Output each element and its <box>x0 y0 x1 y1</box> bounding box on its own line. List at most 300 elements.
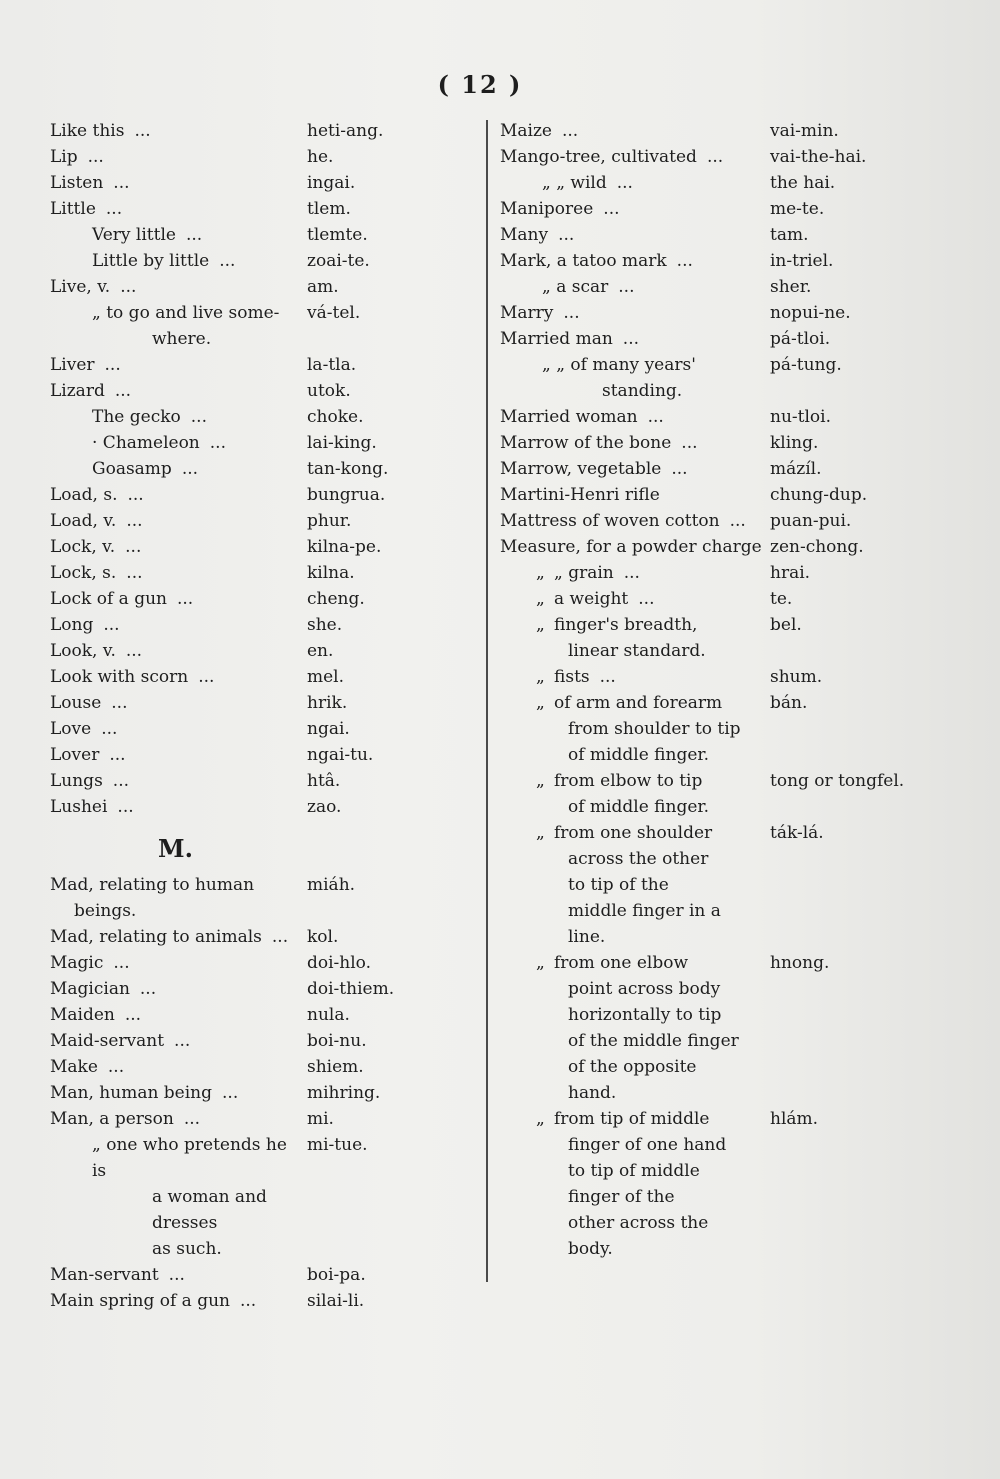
measure-description <box>554 820 768 950</box>
dictionary-entry <box>50 196 470 222</box>
entry-term <box>500 404 768 430</box>
entry-term <box>500 534 768 560</box>
entry-term <box>50 1106 305 1132</box>
entry-translation: htâ. <box>307 771 341 791</box>
measure-line: hand. <box>568 1083 617 1103</box>
entry-translation: mihring. <box>307 1083 381 1103</box>
entry-term <box>50 508 305 534</box>
dictionary-entry <box>50 534 470 560</box>
entry-translation: mi-tue. <box>307 1135 368 1155</box>
entry-leader-dots: ... <box>111 693 128 713</box>
measure-line: of the middle finger <box>568 1031 739 1051</box>
entry-translation: nula. <box>307 1005 350 1025</box>
entry-leader-dots: ... <box>113 173 130 193</box>
dictionary-entry <box>50 1002 470 1028</box>
dictionary-entry <box>500 248 920 274</box>
entry-term-text: Married man <box>500 329 613 349</box>
entry-term-text: Mad, relating to human <box>50 875 255 895</box>
dictionary-entry <box>500 118 920 144</box>
entry-leader-dots: ... <box>638 589 655 609</box>
entry-translation: kol. <box>307 927 339 947</box>
dictionary-entry <box>50 690 470 716</box>
entry-leader-dots: ... <box>240 1291 257 1311</box>
entry-leader-dots: ... <box>271 927 289 947</box>
dictionary-entry <box>500 352 920 404</box>
entry-leader-dots: ... <box>103 615 120 635</box>
section-letter-m: M. <box>158 834 193 863</box>
measure-entry <box>500 1106 920 1262</box>
entry-term-text: „ a scar <box>542 277 609 297</box>
measure-line: from tip of middle <box>554 1109 710 1129</box>
entry-translation: she. <box>307 615 343 635</box>
entry-translation: zen-chong. <box>770 537 864 557</box>
dictionary-entry <box>500 534 920 560</box>
entry-translation: lai-king. <box>307 433 377 453</box>
entry-translation: zao. <box>307 797 342 817</box>
dictionary-entry <box>50 170 470 196</box>
measure-line: horizontally to tip <box>568 1005 722 1025</box>
entry-term-text: „ „ of many years' <box>542 355 696 375</box>
entry-translation: boi-nu. <box>307 1031 367 1051</box>
entry-term <box>500 508 768 534</box>
dictionary-entry <box>50 430 470 456</box>
dictionary-entry <box>500 482 920 508</box>
dictionary-entry <box>50 768 470 794</box>
measure-term-wrap <box>500 612 768 664</box>
measure-line: line. <box>568 927 606 947</box>
entry-term <box>50 378 305 404</box>
entry-term <box>50 482 305 508</box>
dictionary-entry <box>500 196 920 222</box>
entry-term-text: Lungs <box>50 771 103 791</box>
measure-line: to tip of the <box>568 875 669 895</box>
dictionary-entry <box>50 638 470 664</box>
dictionary-entry <box>50 144 470 170</box>
measure-line: finger of one hand <box>568 1135 727 1155</box>
entry-term-text: Look with scorn <box>50 667 189 687</box>
entry-leader-dots: ... <box>558 225 575 245</box>
entry-term <box>50 1262 305 1288</box>
measure-description <box>554 950 768 1106</box>
entry-term <box>50 118 305 144</box>
entry-term <box>50 534 305 560</box>
entry-term-text: „ to go and live some- <box>92 303 280 323</box>
entry-leader-dots: ... <box>181 459 199 479</box>
entry-term-text: Mattress of woven cotton <box>500 511 720 531</box>
entry-leader-dots: ... <box>127 485 144 505</box>
entry-term <box>50 1132 305 1262</box>
entry-term-text: Measure, for a powder charge <box>500 537 762 557</box>
entry-translation: en. <box>307 641 334 661</box>
entry-leader-dots: ... <box>190 407 207 427</box>
dictionary-entry <box>50 1080 470 1106</box>
measure-description <box>554 1106 768 1262</box>
measure-entry <box>500 820 920 950</box>
entry-leader-dots: ... <box>209 433 226 453</box>
dictionary-entry <box>50 586 470 612</box>
entry-term-text: Live, v. <box>50 277 111 297</box>
dictionary-entry <box>50 742 470 768</box>
measure-term-wrap <box>500 950 768 1106</box>
entry-term-continuation: beings. <box>74 901 137 921</box>
entry-translation: ngai-tu. <box>307 745 374 765</box>
entry-translation: puan-pui. <box>770 511 852 531</box>
measure-description <box>554 664 768 690</box>
entry-translation: tan-kong. <box>307 459 389 479</box>
entry-translation: hrik. <box>307 693 348 713</box>
entry-term-text: Main spring of a gun <box>50 1291 230 1311</box>
entry-term-text: Long <box>50 615 94 635</box>
entry-leader-dots: ... <box>124 1005 142 1025</box>
entry-leader-dots: ... <box>177 589 194 609</box>
measure-entry <box>500 690 920 768</box>
entry-term-continuation: standing. <box>602 381 683 401</box>
entry-term <box>50 742 305 768</box>
entry-term-text: Load, s. <box>50 485 118 505</box>
entry-term <box>50 456 305 482</box>
entry-term <box>50 300 305 352</box>
entry-leader-dots: ... <box>174 1031 191 1051</box>
dictionary-entry <box>50 1028 470 1054</box>
measure-line: „ grain ... <box>554 563 640 583</box>
entry-translation: ták-lá. <box>770 823 824 843</box>
entry-translation: bán. <box>770 693 808 713</box>
dictionary-entry <box>50 794 470 820</box>
entry-translation: pá-tung. <box>770 355 842 375</box>
entry-term-text: Goasamp <box>92 459 172 479</box>
measure-entry <box>500 586 920 612</box>
entry-term-text: The gecko <box>92 407 181 427</box>
measure-term-wrap <box>500 820 768 950</box>
entry-translation: hrai. <box>770 563 811 583</box>
measure-term <box>500 768 768 820</box>
entry-leader-dots: ... <box>126 511 143 531</box>
measure-line: of middle finger. <box>568 745 710 765</box>
measure-term-wrap <box>500 1106 768 1262</box>
entry-term <box>500 144 768 170</box>
entry-term-text: Marrow of the bone <box>500 433 672 453</box>
left-entries-m <box>50 872 470 1314</box>
entry-term-continuation: where. <box>152 329 212 349</box>
entry-term-text: Marrow, vegetable <box>500 459 662 479</box>
entry-translation: pá-tloi. <box>770 329 831 349</box>
entry-term <box>50 586 305 612</box>
dictionary-entry <box>50 1106 470 1132</box>
entry-term <box>50 638 305 664</box>
entry-term <box>500 326 768 352</box>
entry-term-text: Lock, v. <box>50 537 116 557</box>
entry-term-text: Mark, a tatoo mark <box>500 251 667 271</box>
measure-term-wrap <box>500 768 768 820</box>
entry-translation: the hai. <box>770 173 836 193</box>
entry-term-text: Lock, s. <box>50 563 117 583</box>
measure-entry <box>500 950 920 1106</box>
measure-description <box>554 768 768 820</box>
entry-term <box>50 1080 305 1106</box>
entry-term-continuation: a woman and dresses <box>152 1187 267 1233</box>
entry-translation: tong or tongfel. <box>770 771 905 791</box>
dictionary-entry <box>50 274 470 300</box>
dictionary-entry <box>500 170 920 196</box>
dictionary-entry <box>50 976 470 1002</box>
entry-term <box>50 352 305 378</box>
measure-entry <box>500 664 920 690</box>
entry-term-text: Listen <box>50 173 104 193</box>
entry-translation: heti-ang. <box>307 121 384 141</box>
entry-translation: mi. <box>307 1109 334 1129</box>
measure-line: linear standard. <box>568 641 706 661</box>
entry-term-text: Mango-tree, cultivated <box>500 147 697 167</box>
entry-translation: nu-tloi. <box>770 407 831 427</box>
left-entries-l <box>50 118 470 820</box>
page-number: ( 12 ) <box>437 70 523 99</box>
dictionary-entry <box>500 404 920 430</box>
entry-term <box>50 716 305 742</box>
dictionary-entry <box>500 300 920 326</box>
entry-term-text: Lock of a gun <box>50 589 167 609</box>
entry-term <box>500 170 768 196</box>
entry-term-text: Love <box>50 719 92 739</box>
entry-translation: shum. <box>770 667 823 687</box>
entry-leader-dots: ... <box>113 953 130 973</box>
entry-leader-dots: ... <box>125 537 142 557</box>
measure-line: from shoulder to tip <box>568 719 741 739</box>
entry-translation: utok. <box>307 381 351 401</box>
entry-term-text: Maiden <box>50 1005 115 1025</box>
dictionary-entry <box>50 1054 470 1080</box>
entry-term-text: Maize <box>500 121 552 141</box>
entry-translation: in-triel. <box>770 251 834 271</box>
entry-term-text: Load, v. <box>50 511 117 531</box>
entry-leader-dots: ... <box>706 147 724 167</box>
entry-term <box>50 144 305 170</box>
entry-translation: zoai-te. <box>307 251 370 271</box>
entry-term <box>50 170 305 196</box>
entry-term-text: Little <box>50 199 96 219</box>
entry-term-text: Many <box>500 225 549 245</box>
entry-translation: te. <box>770 589 793 609</box>
entry-translation: kling. <box>770 433 819 453</box>
dictionary-entry <box>500 222 920 248</box>
entry-leader-dots: ... <box>681 433 698 453</box>
measure-line: other across the <box>568 1213 709 1233</box>
entry-leader-dots: ... <box>616 173 633 193</box>
entry-leader-dots: ... <box>117 797 134 817</box>
entry-term-text: Married woman <box>500 407 638 427</box>
dictionary-entry <box>500 144 920 170</box>
entry-translation: bungrua. <box>307 485 386 505</box>
measure-line: from elbow to tip <box>554 771 703 791</box>
ditto-mark: „ <box>536 693 545 713</box>
dictionary-entry <box>50 716 470 742</box>
entry-leader-dots: ... <box>219 251 236 271</box>
entry-leader-dots: ... <box>729 511 746 531</box>
entry-leader-dots: ... <box>671 459 688 479</box>
entry-translation: choke. <box>307 407 364 427</box>
entry-leader-dots: ... <box>87 147 104 167</box>
measure-entry <box>500 612 920 664</box>
dictionary-entry <box>500 430 920 456</box>
entry-leader-dots: ... <box>563 303 580 323</box>
entry-term-text: „ „ wild <box>542 173 607 193</box>
entry-term <box>50 560 305 586</box>
entry-translation: vai-the-hai. <box>770 147 867 167</box>
entry-term <box>50 404 305 430</box>
measure-line: a weight ... <box>554 589 655 609</box>
dictionary-entry <box>50 664 470 690</box>
entry-leader-dots: ... <box>603 199 620 219</box>
entry-translation: vai-min. <box>770 121 839 141</box>
entry-leader-dots: ... <box>599 667 616 687</box>
entry-translation: tlemte. <box>307 225 368 245</box>
measure-term <box>500 560 768 586</box>
measure-term <box>500 1106 768 1262</box>
entry-term-text: Lizard <box>50 381 105 401</box>
dictionary-entry <box>50 248 470 274</box>
entry-term-text: · Chameleon <box>92 433 200 453</box>
entry-term <box>500 118 768 144</box>
entry-term <box>50 768 305 794</box>
entry-term <box>500 274 768 300</box>
ditto-mark: „ <box>536 771 545 791</box>
entry-term-text: Lip <box>50 147 78 167</box>
entry-leader-dots: ... <box>618 277 635 297</box>
measure-line: fists ... <box>554 667 616 687</box>
entry-leader-dots: ... <box>104 355 121 375</box>
entry-term-text: Mad, relating to animals <box>50 927 262 947</box>
ditto-mark: „ <box>536 589 545 609</box>
measure-description <box>554 586 768 612</box>
measure-term-wrap <box>500 690 768 768</box>
entry-leader-dots: ... <box>676 251 693 271</box>
entry-term-text: Look, v. <box>50 641 116 661</box>
entry-term-text: Martini-Henri rifle <box>500 485 660 505</box>
entry-leader-dots: ... <box>168 1265 185 1285</box>
measure-line: middle finger in a <box>568 901 721 921</box>
measure-line: to tip of middle <box>568 1161 700 1181</box>
entry-term <box>50 248 305 274</box>
entry-translation: bel. <box>770 615 802 635</box>
entry-translation: ngai. <box>307 719 350 739</box>
dictionary-entry <box>500 326 920 352</box>
entry-leader-dots: ... <box>622 329 640 349</box>
entry-term <box>500 222 768 248</box>
dictionary-entry <box>50 482 470 508</box>
entry-translation: sher. <box>770 277 812 297</box>
entry-term-text: Lushei <box>50 797 108 817</box>
entry-translation: hnong. <box>770 953 830 973</box>
entry-translation: phur. <box>307 511 352 531</box>
entry-leader-dots: ... <box>562 121 579 141</box>
measure-term-wrap <box>500 586 768 612</box>
ditto-mark: „ <box>536 563 545 583</box>
measure-term <box>500 950 768 1106</box>
entry-term <box>500 352 768 404</box>
entry-term-text: Man-servant <box>50 1265 159 1285</box>
dictionary-entry <box>50 950 470 976</box>
measure-term-wrap <box>500 664 768 690</box>
entry-term <box>500 482 768 508</box>
measure-term-wrap <box>500 560 768 586</box>
ditto-mark: „ <box>536 1109 545 1129</box>
entry-term <box>500 430 768 456</box>
entry-term-text: Make <box>50 1057 98 1077</box>
dictionary-entry <box>50 404 470 430</box>
entry-leader-dots: ... <box>109 745 126 765</box>
entry-leader-dots: ... <box>139 979 157 999</box>
entry-translation: hlám. <box>770 1109 819 1129</box>
entry-term <box>500 196 768 222</box>
entry-leader-dots: ... <box>112 771 130 791</box>
entry-term-text: Man, human being <box>50 1083 213 1103</box>
entry-term-text: Lover <box>50 745 100 765</box>
ditto-mark: „ <box>536 667 545 687</box>
entry-leader-dots: ... <box>647 407 664 427</box>
dictionary-entry <box>50 300 470 352</box>
dictionary-entry <box>50 924 470 950</box>
ditto-mark: „ <box>536 953 545 973</box>
entry-translation: me-te. <box>770 199 825 219</box>
dictionary-entry <box>500 508 920 534</box>
entry-term-text: Magic <box>50 953 104 973</box>
measure-description <box>554 690 768 768</box>
entry-term <box>50 1002 305 1028</box>
dictionary-entry <box>50 378 470 404</box>
measure-line: across the other <box>568 849 709 869</box>
entry-term <box>50 664 305 690</box>
entry-translation: kilna. <box>307 563 355 583</box>
entry-term-text: „ one who pretends he is <box>92 1135 287 1181</box>
measure-line: finger's breadth, <box>554 615 698 635</box>
measure-line: from one shoulder <box>554 823 713 843</box>
entry-term-text: Maniporee <box>500 199 594 219</box>
dictionary-entry <box>50 872 470 924</box>
entry-term <box>50 976 305 1002</box>
entry-term <box>500 248 768 274</box>
measure-line: finger of the <box>568 1187 675 1207</box>
entry-term-text: Man, a person <box>50 1109 174 1129</box>
measure-term <box>500 612 768 664</box>
entry-leader-dots: ... <box>198 667 215 687</box>
right-entries <box>500 118 920 560</box>
entry-translation: doi-hlo. <box>307 953 372 973</box>
measure-line: of arm and forearm <box>554 693 723 713</box>
entry-term-text: Magician <box>50 979 130 999</box>
measure-line: of the opposite <box>568 1057 697 1077</box>
entry-translation: nopui-ne. <box>770 303 851 323</box>
measure-line: from one elbow <box>554 953 688 973</box>
entry-term-text: Louse <box>50 693 102 713</box>
measure-entry <box>500 560 920 586</box>
measure-term <box>500 820 768 950</box>
entry-term <box>500 300 768 326</box>
entry-leader-dots: ... <box>185 225 203 245</box>
dictionary-entry <box>500 456 920 482</box>
entry-translation: cheng. <box>307 589 365 609</box>
entry-leader-dots: ... <box>125 641 143 661</box>
entry-translation: chung-dup. <box>770 485 868 505</box>
entry-term <box>50 274 305 300</box>
dictionary-entry <box>50 560 470 586</box>
entry-term-text: Little by little <box>92 251 210 271</box>
entry-leader-dots: ... <box>101 719 118 739</box>
entry-term <box>50 1054 305 1080</box>
measure-line: of middle finger. <box>568 797 710 817</box>
entry-leader-dots: ... <box>183 1109 201 1129</box>
dictionary-entry <box>50 508 470 534</box>
entry-term <box>50 872 305 924</box>
ditto-mark: „ <box>536 615 545 635</box>
